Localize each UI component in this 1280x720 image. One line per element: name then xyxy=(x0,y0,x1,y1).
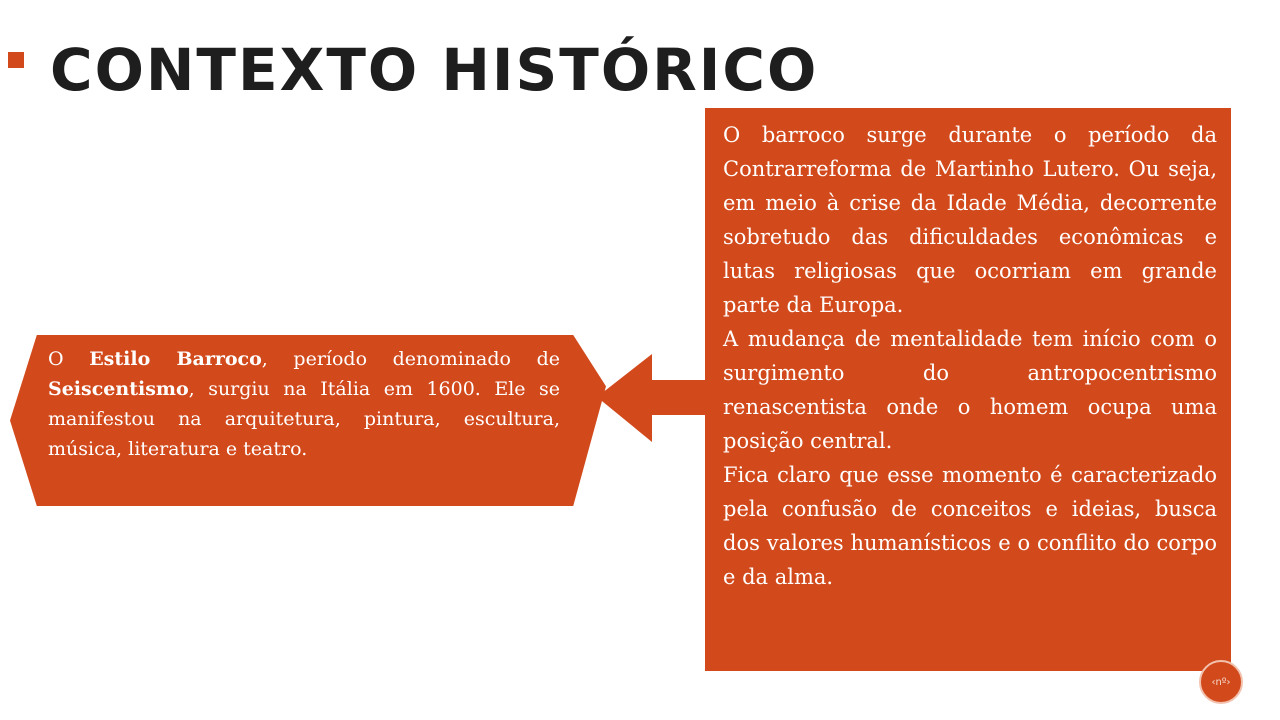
seiscentismo-term: Seiscentismo xyxy=(48,378,189,400)
title-bullet-icon xyxy=(8,52,24,68)
estilo-barroco-term: Estilo Barroco xyxy=(89,348,262,370)
slide-title: CONTEXTO HISTÓRICO xyxy=(50,36,819,104)
callout-paragraph-1: O barroco surge durante o período da Contrarreforma de Martinho Lutero. Ou seja, em meio à crise da Idade Média, decorrente sobretudo das dificuldades econômicas e lutas religiosas que ocorriam em grande parte da Europa. xyxy=(723,123,1217,317)
callout-paragraph-3: Fica claro que esse momento é caracterizado pela confusão de conceitos e ideias, busca dos valores humanísticos e o conflito do corpo e da alma. xyxy=(723,463,1217,589)
slide-number-badge xyxy=(1199,660,1243,704)
slide-number: ‹nº› xyxy=(1211,676,1231,688)
hexagon-text: O Estilo Barroco, período denominado de Seiscentismo, surgiu na Itália em 1600. Ele se manifestou na arquitetura, pintura, escultura, música, literatura e teatro. xyxy=(48,348,561,460)
callout-text xyxy=(723,118,1217,594)
left-arrow-icon xyxy=(597,352,709,452)
callout-paragraph-2: A mudança de mentalidade tem início com o surgimento do antropocentrismo renascentista onde o homem ocupa uma posição central. xyxy=(723,327,1217,453)
